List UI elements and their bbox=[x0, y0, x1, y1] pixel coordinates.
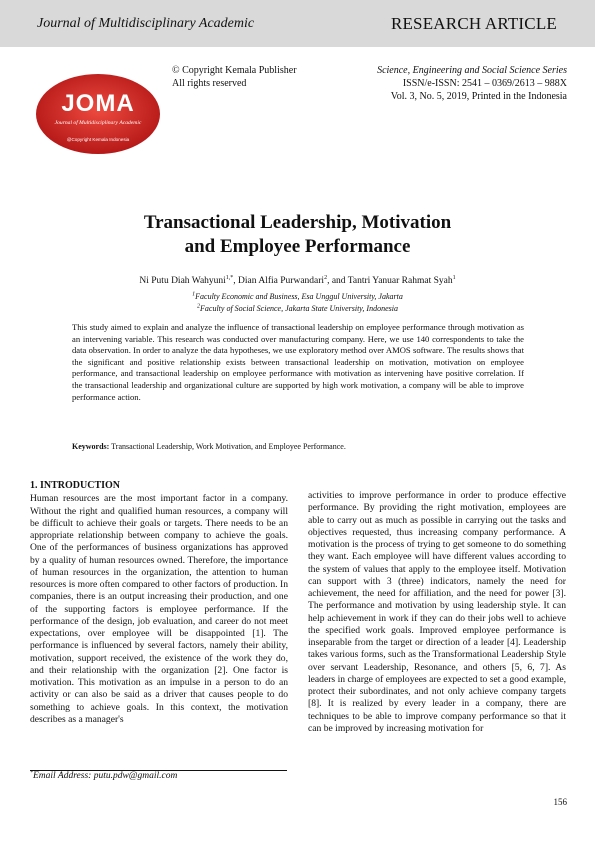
copyright-line: © Copyright Kemala Publisher bbox=[172, 65, 297, 76]
running-header bbox=[0, 0, 595, 47]
rights-line: All rights reserved bbox=[172, 78, 247, 89]
author-1: Ni Putu Diah Wahyuni bbox=[139, 276, 226, 286]
author-list bbox=[0, 276, 595, 286]
affiliation-2-sup: 2 bbox=[197, 303, 201, 310]
column-right bbox=[308, 490, 566, 735]
affiliation-1-sup: 1 bbox=[192, 291, 196, 298]
section-heading: 1. INTRODUCTION bbox=[30, 480, 121, 491]
series-name: Science, Engineering and Social Science Series bbox=[377, 65, 567, 76]
page-number: 156 bbox=[553, 797, 567, 807]
affiliation-1-text: Faculty Economic and Business, Esa Unggul University, Jakarta bbox=[195, 292, 403, 301]
logo-title: JOMA bbox=[61, 90, 135, 117]
body-text-right: activities to improve performance in order to produce effective performance. By providing the right motivation, employees are able to carry out as much as possible in carrying out the tasks and objectives requested, thus increasing company performance. A motivation is the process of trying to get someone to do something they want. Each employee will have different values according to the system of values that apply to the employee itself. Motivation can support with 3 (three) indicators, namely the need for achievement, the need for affiliation, and the need for power [3]. The performance and motivation by using leadership style. It can help achievement in work if they can do their jobs well to achieve the specified work goals. Improved employee performance is inseparable from the target or direction of a leader [4]. Leadership takes various forms, such as the Transformational Leadership Style over servant Leadership, Resonance, and others [5, 6, 7]. As leaders in charge of employees are expected to set a good example, protect their subordinates, and not only achieve company targets [8]. It is realized by every leader in a company, there are techniques to be able to improve company performance so that it can be improved by increasing motivation for bbox=[308, 490, 566, 734]
keywords bbox=[72, 442, 346, 451]
volume-info: Vol. 3, No. 5, 2019, Printed in the Indonesia bbox=[390, 91, 567, 102]
affiliation-1 bbox=[0, 292, 595, 301]
affiliation-2-text: Faculty of Social Science, Jakarta State University, Indonesia bbox=[200, 304, 398, 313]
author-2-sup: 2 bbox=[324, 274, 328, 281]
footnote-sup: * bbox=[30, 769, 33, 776]
body-text-left: Human resources are the most important factor in a company. Without the right and qualified human resources, a company will be difficult to achieve their goals or targets. There needs to be an appropriate relationship between company to achieve the goals. One of the performances of business organizations has approved by a quality of human resources owned. Therefore, the importance of human resources in the organization, the attention to human resources is more often compared to other factors of production. In companies, there is an output increasing their production, and one of the supporting factors is employee performance. If the performance of the design, job evaluation, and career do not meet expectations, over employee will be disappointed [1]. The performance is influenced by several factors, namely their ability, motivation, support received, the existence of the work they do, and their relationship with the organization [2]. One factor is motivation. This motivation as an impulse in a person to do an activity or can also be said as a driver that causes people to do something to achieve goals. In this context, the motivation describes as a manager's bbox=[30, 493, 288, 725]
issn: ISSN/e-ISSN: 2541 – 0369/2613 – 988X bbox=[402, 78, 567, 89]
logo-subtitle: Journal of Multidisciplinary Academic bbox=[54, 120, 142, 126]
column-left bbox=[30, 480, 288, 726]
joma-logo bbox=[35, 73, 161, 155]
author-3: , and Tantri Yanuar Rahmat Syah bbox=[327, 276, 453, 286]
journal-name: Journal of Multidisciplinary Academic bbox=[37, 16, 255, 31]
title-line-2: and Employee Performance bbox=[184, 236, 411, 257]
author-1-sup: 1,* bbox=[225, 274, 234, 281]
abstract: This study aimed to explain and analyze the influence of transactional leadership on employee performance through motivation as an intervening variable. This research was conducted over manufacturing company. Here, we use 140 correspondents to take the data observation. In order to analyze the data hypotheses, we use exploratory method over AMOS software. The results shows that the significant and positive relationship exists between transactional leadership on motivation, motivation on employee performance, and transactional leadership on employee performance with motivation as intervening have positive correlation. If the transactional leadership and organizational culture are supported by high work motivation, a company will be able to improve performance action. bbox=[72, 322, 524, 402]
article-type: RESEARCH ARTICLE bbox=[390, 14, 557, 33]
author-2: , Dian Alfia Purwandari bbox=[233, 276, 325, 286]
author-3-sup: 1 bbox=[452, 274, 456, 281]
series-block bbox=[377, 64, 567, 103]
logo-copyright: @Copyright Kemala Indonesia bbox=[66, 137, 130, 142]
copyright-block bbox=[172, 64, 297, 90]
paper-title bbox=[0, 211, 595, 259]
footnote bbox=[30, 771, 177, 781]
keywords-label: Keywords: bbox=[72, 442, 110, 451]
affiliation-2 bbox=[0, 304, 595, 313]
footnote-email: Email Address: putu.pdw@gmail.com bbox=[33, 771, 178, 781]
title-line-1: Transactional Leadership, Motivation bbox=[143, 212, 452, 233]
keywords-text: Transactional Leadership, Work Motivation, and Employee Performance. bbox=[109, 442, 346, 451]
